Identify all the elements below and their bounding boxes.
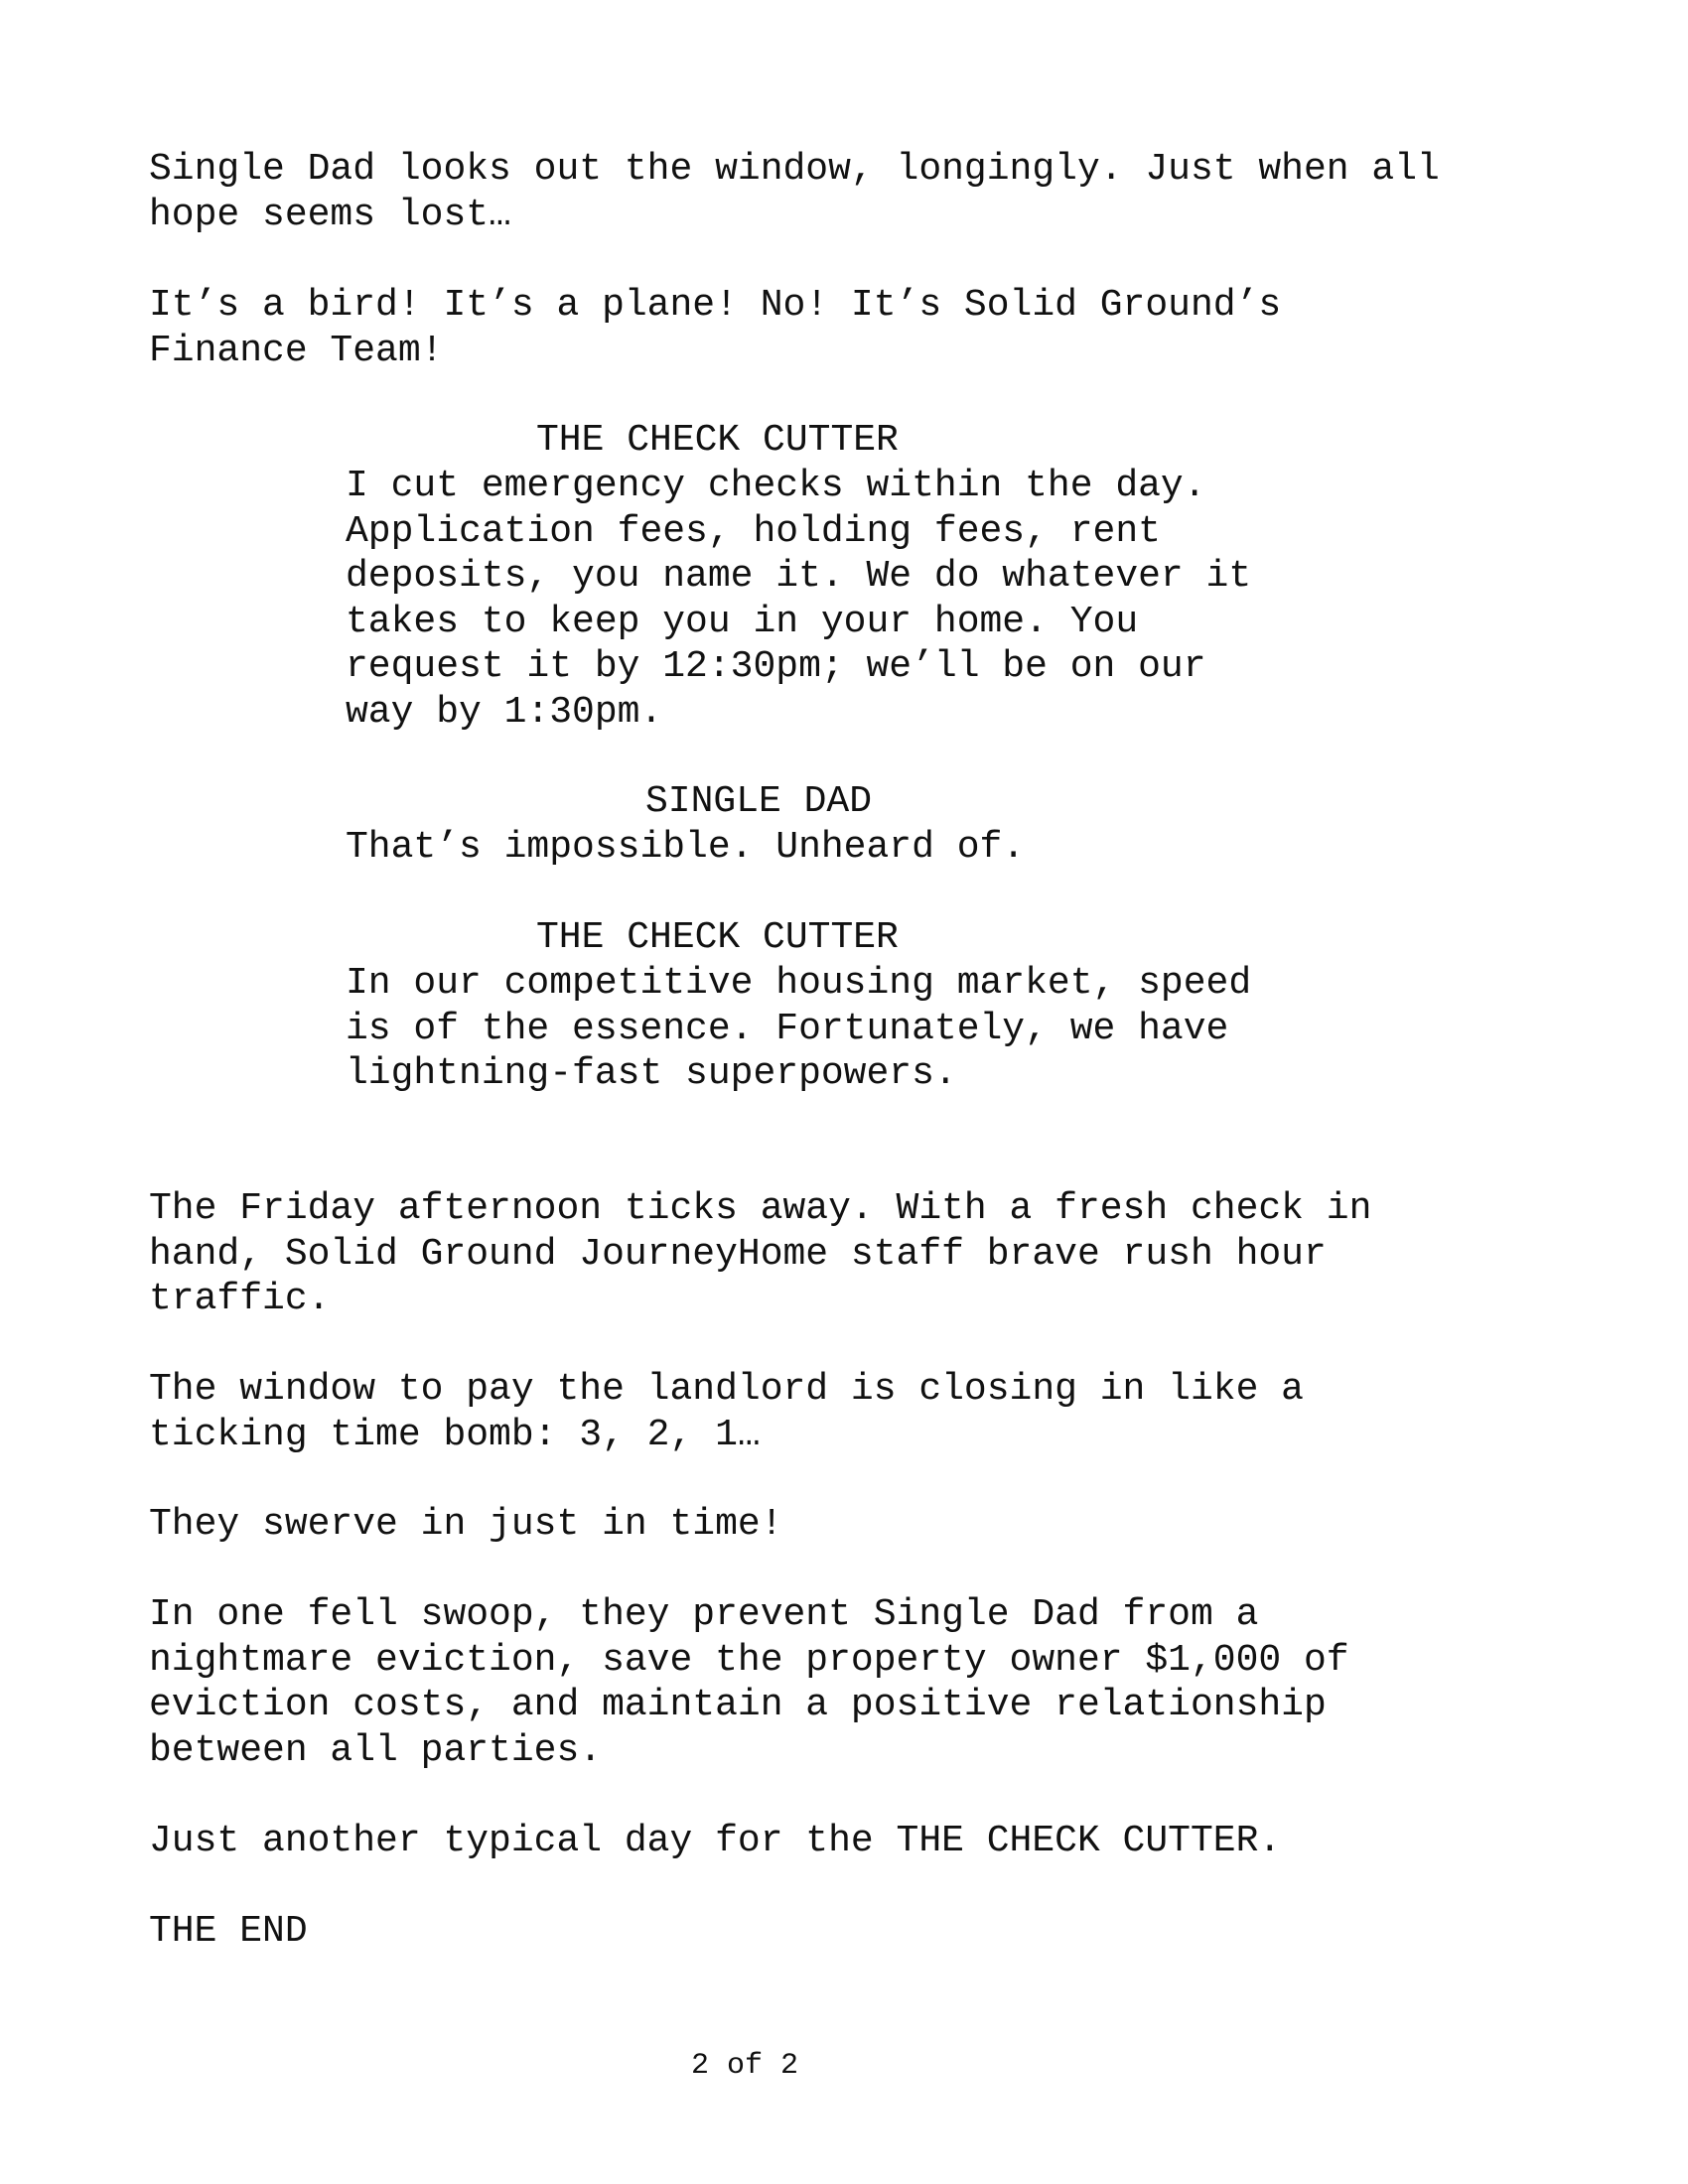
action-typical-day: Just another typical day for the THE CHECK CUTTER. [149, 1820, 1282, 1862]
dialogue-single-dad: That’s impossible. Unheard of. [346, 826, 1026, 869]
action-finance-team-arrives: It’s a bird! It’s a plane! No! It’s Solid Ground’s Finance Team! [149, 284, 1282, 372]
action-friday-afternoon: The Friday afternoon ticks away. With a fresh check in hand, Solid Ground JourneyHome staff brave rush hour traffic. [149, 1187, 1372, 1320]
action-the-end: THE END [149, 1910, 308, 1953]
page-number: 2 of 2 [690, 2049, 799, 2083]
character-name-single-dad: SINGLE DAD [645, 780, 873, 823]
dialogue-check-cutter-emergency: I cut emergency checks within the day. Application fees, holding fees, rent deposits, you name it. We do whatever it takes to keep you in your home. You request it by 12:30pm; we’ll be on our way by 1:30pm. [346, 465, 1252, 734]
action-swerve-in: They swerve in just in time! [149, 1503, 783, 1546]
action-window-longing: Single Dad looks out the window, longingly. Just when all hope seems lost… [149, 148, 1440, 236]
action-prevent-eviction: In one fell swoop, they prevent Single Dad from a nightmare eviction, save the property owner $1,000 of eviction costs, and maintain a positive relationship between all parties. [149, 1593, 1349, 1772]
dialogue-check-cutter-speed: In our competitive housing market, speed is of the essence. Fortunately, we have lightning-fast superpowers. [346, 962, 1252, 1095]
character-name-check-cutter: THE CHECK CUTTER [536, 419, 899, 462]
action-time-bomb: The window to pay the landlord is closing in like a ticking time bomb: 3, 2, 1… [149, 1368, 1304, 1456]
character-name-check-cutter-2: THE CHECK CUTTER [536, 916, 899, 959]
